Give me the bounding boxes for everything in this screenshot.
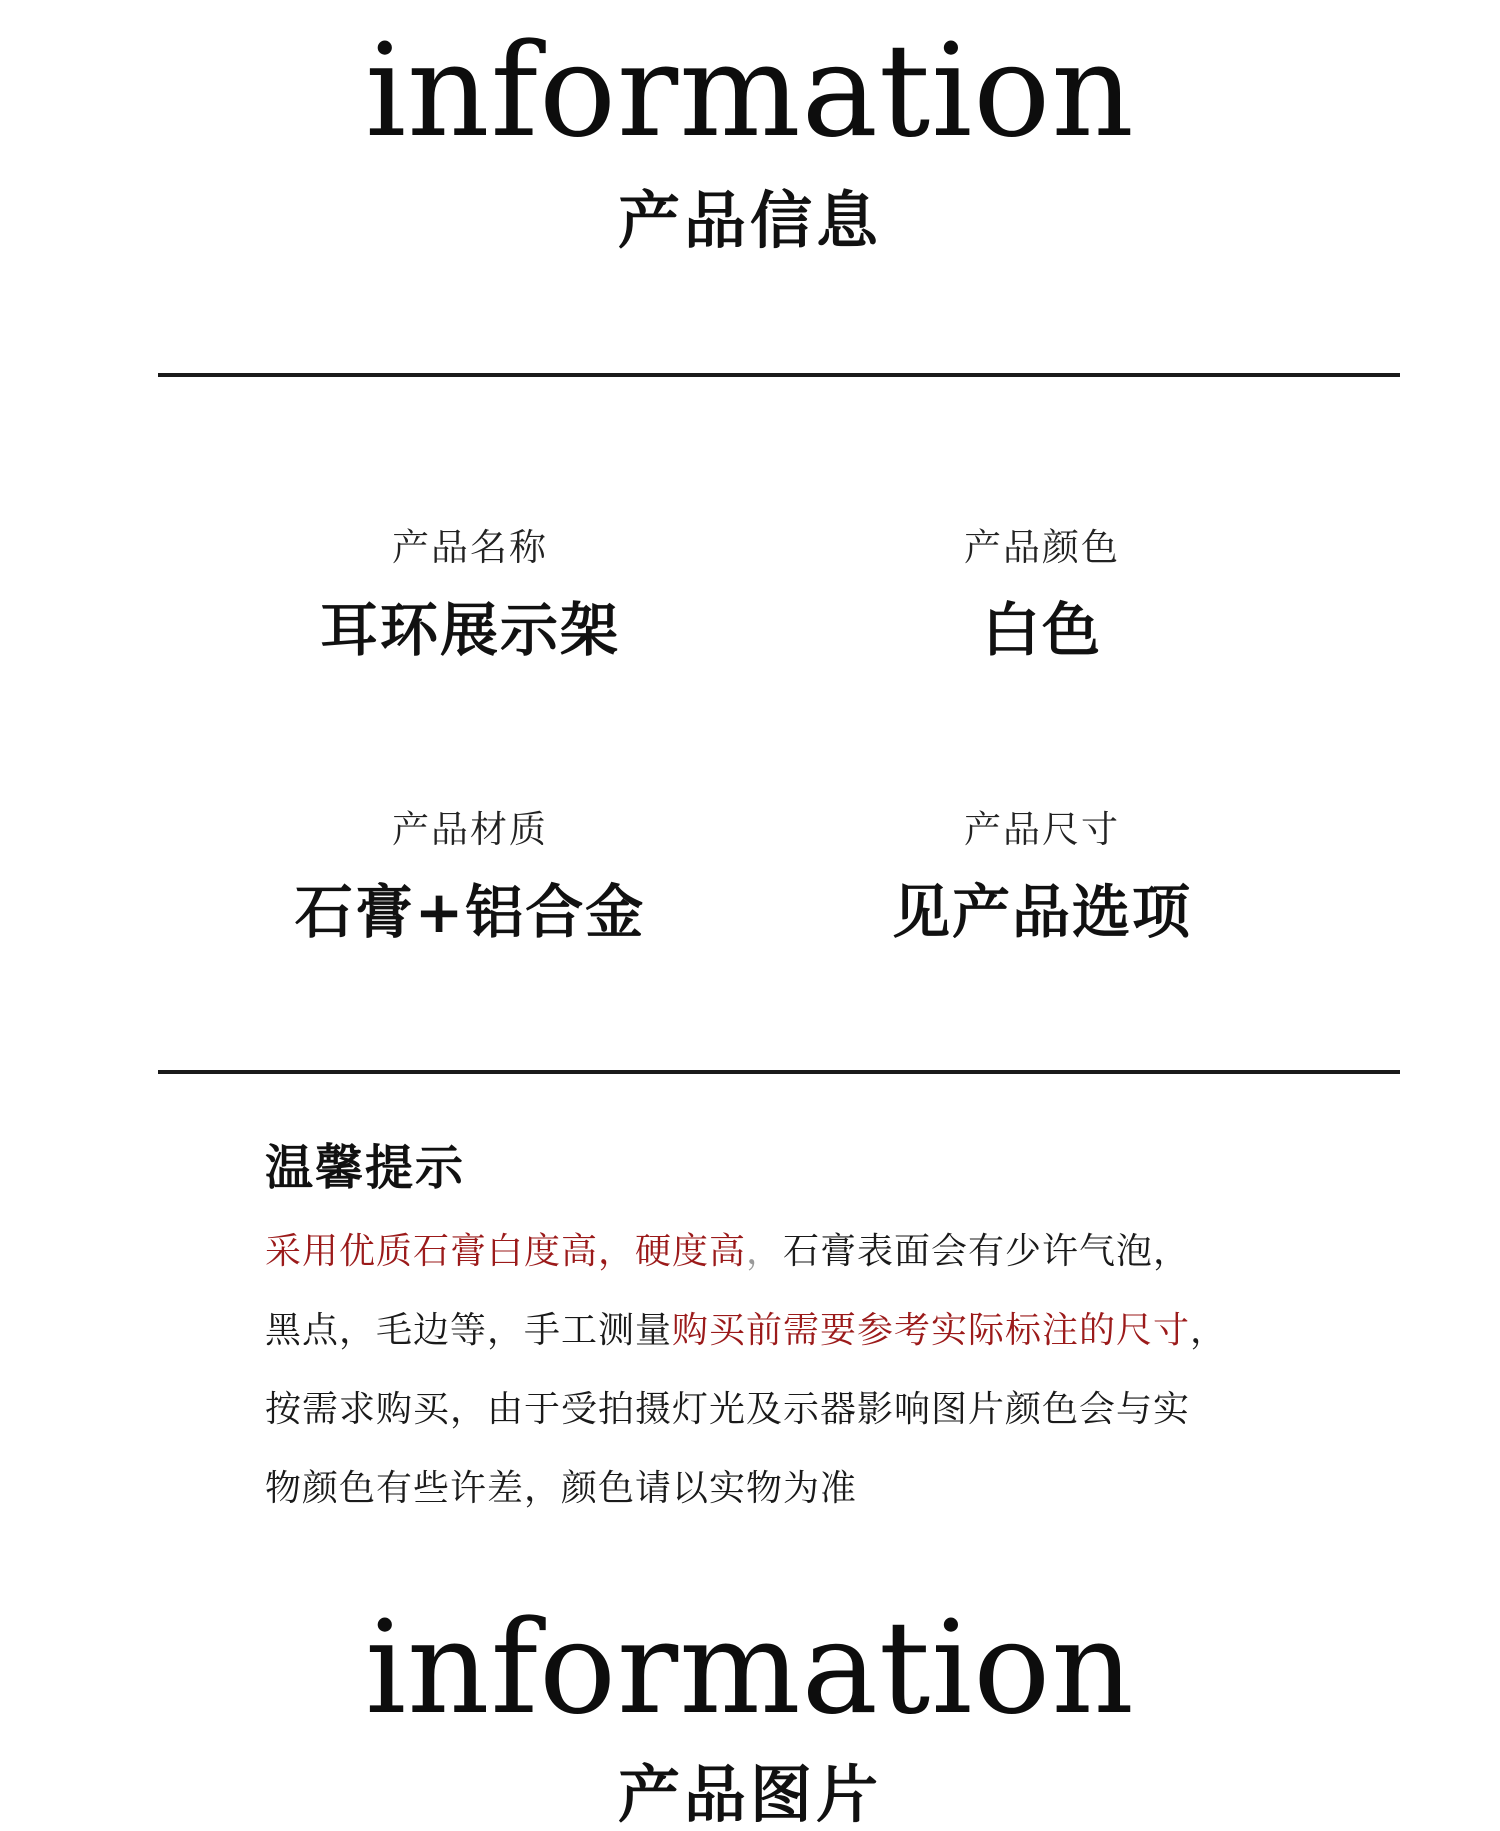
section-title-product-images: 产品图片: [617, 1758, 882, 1831]
spec-label-material: 产品材质: [392, 808, 548, 851]
notice-line-3: 按需求购买，由于受拍摄灯光及示器影响图片颜色会与实: [265, 1389, 1191, 1430]
spec-label-size: 产品尺寸: [964, 808, 1120, 851]
spec-value-size: 见产品选项: [891, 878, 1192, 946]
section-title-english: information: [365, 17, 1135, 166]
spec-value-name: 耳环展示架: [319, 596, 620, 664]
notice-text-bubbles: 石膏表面会有少许气泡，: [783, 1231, 1191, 1272]
notice-body: [265, 1212, 1325, 1528]
notice-text-comma: ，: [1190, 1310, 1228, 1351]
spec-label-name: 产品名称: [392, 526, 548, 569]
divider-bottom: [158, 1070, 1400, 1074]
section-title-product-info: 产品信息: [617, 184, 882, 257]
notice-text-defects: 黑点，毛边等，手工测量: [265, 1310, 673, 1351]
spec-label-color: 产品颜色: [964, 526, 1120, 569]
notice-line-4: 物颜色有些许差，颜色请以实物为准: [265, 1468, 858, 1509]
notice-line-1: [265, 1212, 1325, 1291]
notice-title: 温馨提示: [265, 1140, 466, 1196]
spec-value-color: 白色: [981, 596, 1102, 664]
notice-highlight-quality: 采用优质石膏白度高，硬度高: [265, 1231, 747, 1272]
notice-line-2: [265, 1291, 1325, 1370]
section-title-english-2: information: [365, 1594, 1135, 1743]
notice-highlight-size: 购买前需要参考实际标注的尺寸: [672, 1310, 1191, 1351]
divider-top: [158, 373, 1400, 377]
notice-comma: ，: [746, 1231, 784, 1272]
spec-value-material: 石膏+铝合金: [294, 878, 646, 946]
